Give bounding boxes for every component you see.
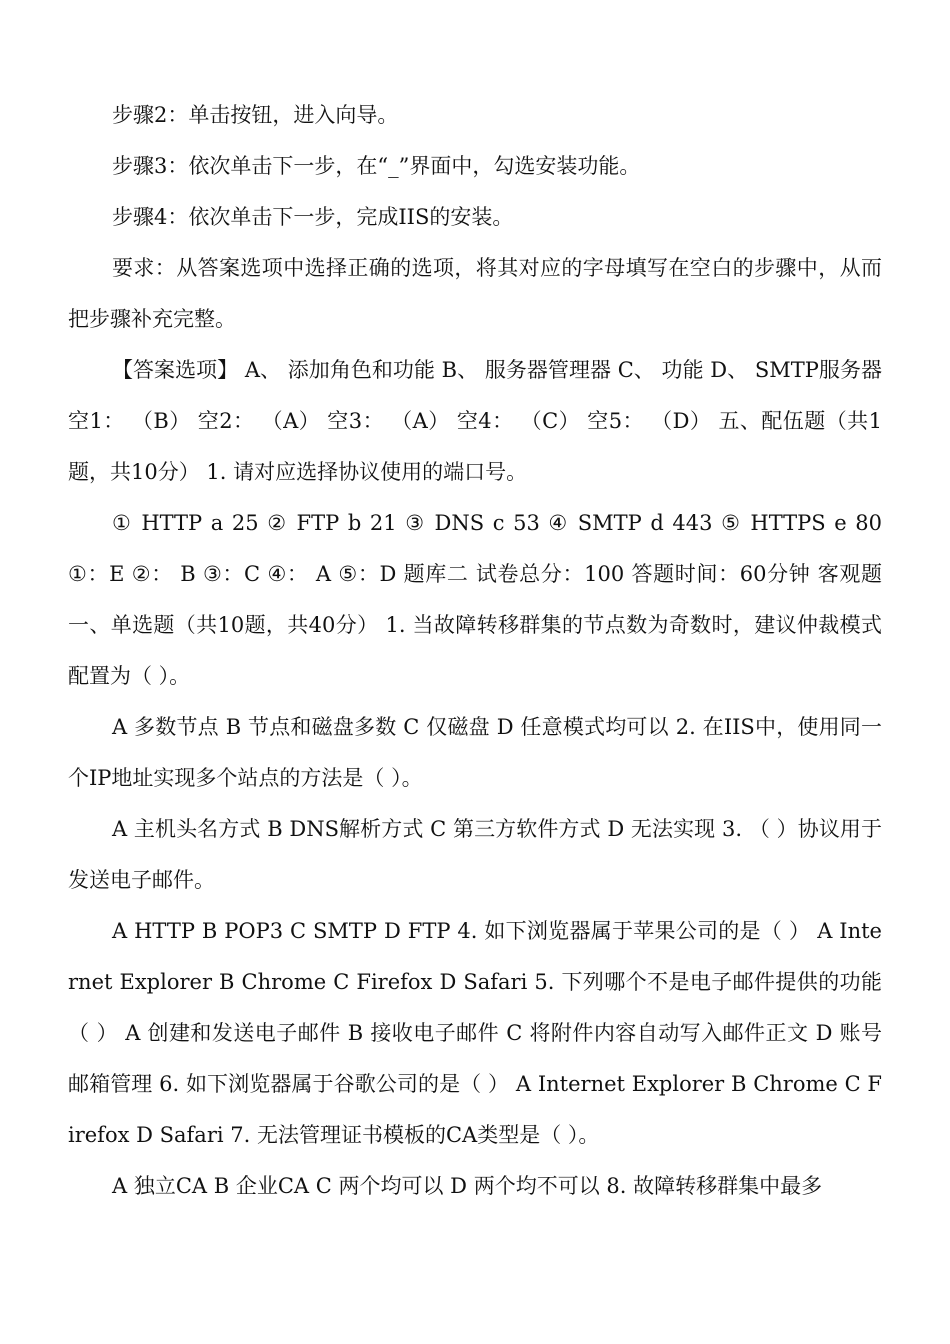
paragraph-step-4: 步骤4：依次单击下一步，完成IIS的安装。 bbox=[112, 205, 514, 229]
paragraph-questions-3-7: A HTTP B POP3 C SMTP D FTP 4. 如下浏览器属于苹果公司的是（ ） A Internet Explorer B Chrome C Firefox D Safari 5. 下列哪个不是电子邮件提供的功能（ ） A 创建和发送电子邮件 B 接收电子邮件 C 将附件内容自动写入邮件正文 D 账号邮箱管理 6. 如下浏览器属于谷歌公司的是（ ） A Internet Explorer B Chrome C Firefox D Safari 7. 无法管理证书模板的CA类型是（ ）。 bbox=[68, 919, 882, 1147]
paragraph-question-7-options: A 独立CA B 企业CA C 两个均可以 D 两个均不可以 8. 故障转移群集中最多 bbox=[112, 1174, 823, 1198]
paragraph-question-1-options: A 多数节点 B 节点和磁盘多数 C 仅磁盘 D 任意模式均可以 2. 在IIS中，使用同一个IP地址实现多个站点的方法是（ ）。 bbox=[68, 715, 882, 790]
paragraph-port-matching: ① HTTP a 25 ② FTP b 21 ③ DNS c 53 ④ SMTP d 443 ⑤ HTTPS e 80 ①：E ②： B ③：C ④： A ⑤：D 题库二 试卷总分：100 答题时间：60分钟 客观题 一、单选题（共10题，共40分） 1. 当故障转移群集的节点数为奇数时，建议仲裁模式配置为（ ）。 bbox=[68, 511, 882, 688]
paragraph-answer-options: 【答案选项】 A、 添加角色和功能 B、 服务器管理器 C、 功能 D、 SMTP服务器 空1： （B） 空2： （A） 空3： （A） 空4： （C） 空5： （D） 五、配伍题（共1题，共10分） 1. 请对应选择协议使用的端口号。 bbox=[68, 358, 882, 484]
document-body bbox=[68, 90, 882, 1212]
paragraph-question-2-options: A 主机头名方式 B DNS解析方式 C 第三方软件方式 D 无法实现 3. （ ）协议用于发送电子邮件。 bbox=[68, 817, 882, 892]
paragraph-step-2: 步骤2：单击按钮，进入向导。 bbox=[112, 103, 399, 127]
paragraph-step-3: 步骤3：依次单击下一步，在“_”界面中，勾选安装功能。 bbox=[112, 154, 641, 178]
paragraph-requirement: 要求：从答案选项中选择正确的选项，将其对应的字母填写在空白的步骤中，从而把步骤补充完整。 bbox=[68, 256, 882, 331]
